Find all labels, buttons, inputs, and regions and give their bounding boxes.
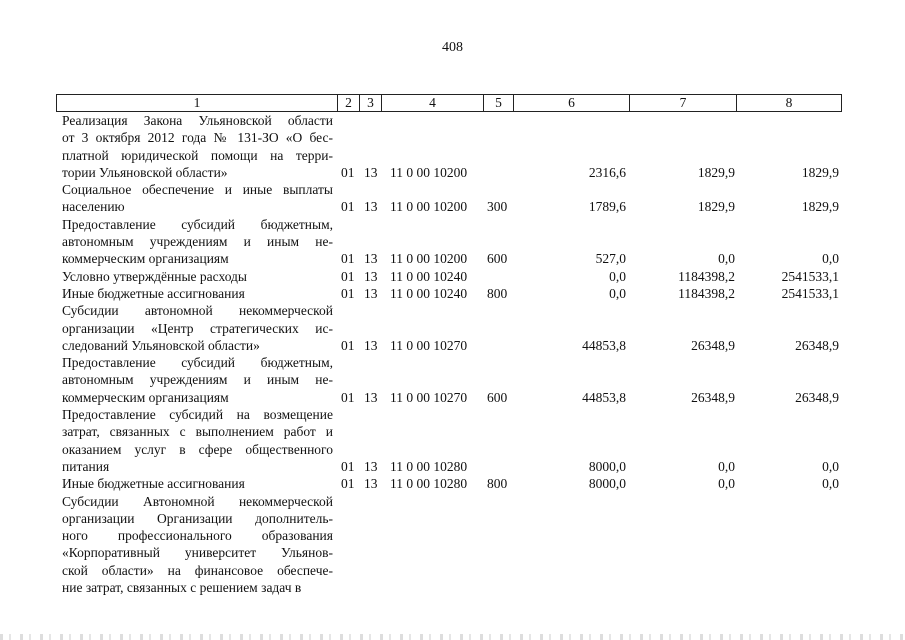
row-description [62,493,333,597]
cell-col-3: 13 [364,164,378,180]
cell-col-4: 11 0 00 10240 [390,268,468,284]
table-row [0,112,905,181]
description-line: Субсидии Автономной некоммерческой [62,493,333,509]
cell-col-4: 11 0 00 10270 [390,389,468,405]
cell-col-6: 44853,8 [582,337,626,353]
cell-col-8: 26348,9 [795,337,839,353]
cell-col-8: 1829,9 [801,199,839,215]
cell-col-5: 600 [487,389,508,405]
description-line: Реализация Закона Ульяновской области [62,113,333,128]
cell-col-2: 01 [341,286,355,301]
description-line: платной юридической помощи на терри- [62,147,333,163]
cell-col-5: 800 [487,476,508,492]
table-row [0,268,905,285]
cell-col-2: 01 [341,476,355,492]
cell-col-2: 01 [341,458,355,474]
description-line: Предоставление субсидий бюджетным, [62,355,333,371]
cell-col-8: 1829,9 [801,164,839,180]
cell-col-3: 13 [364,458,378,474]
cell-col-8: 0,0 [822,251,839,267]
description-line: Субсидии автономной некоммерческой [62,303,333,319]
description-line: затрат, связанных с выполнением работ и [62,424,333,440]
cell-col-2: 01 [341,199,355,215]
header-col-2: 2 [338,95,360,111]
cell-col-4: 11 0 00 10200 [390,164,468,180]
description-line: организации Организации дополнитель- [62,510,333,526]
header-col-1: 1 [57,95,338,111]
description-line: Иные бюджетные ассигнования [62,286,245,301]
cell-col-2: 01 [341,164,355,180]
cell-col-4: 11 0 00 10280 [390,476,468,492]
description-line: Предоставление субсидий на возмещение [62,407,333,423]
cell-col-2: 01 [341,337,355,353]
cell-col-5: 800 [487,286,508,301]
description-line: Предоставление субсидий бюджетным, [62,216,333,232]
cell-col-6: 44853,8 [582,389,626,405]
cell-col-8: 0,0 [822,476,839,492]
description-line: тории Ульяновской области» [62,164,228,180]
header-col-5: 5 [484,95,514,111]
cell-col-8: 0,0 [822,458,839,474]
table-row [0,493,905,597]
cell-col-6: 0,0 [609,268,626,284]
row-description [62,112,333,181]
header-col-7: 7 [630,95,737,111]
row-description [62,406,333,475]
cell-col-3: 13 [364,286,378,301]
cell-col-6: 2316,6 [588,164,626,180]
row-description [62,216,333,268]
cell-col-3: 13 [364,199,378,215]
cell-col-2: 01 [341,389,355,405]
cell-col-4: 11 0 00 10270 [390,337,468,353]
table-header [56,94,842,112]
description-line: ного профессионального образования [62,528,333,544]
table-row [0,354,905,406]
cell-col-6: 8000,0 [588,458,626,474]
table-row [0,475,905,492]
cell-col-3: 13 [364,476,378,492]
row-description [62,354,333,406]
cell-col-4: 11 0 00 10200 [390,199,468,215]
cell-col-7: 1184398,2 [678,268,735,284]
cell-col-3: 13 [364,389,378,405]
page-number: 408 [442,40,463,55]
cell-col-8: 2541533,1 [781,286,839,301]
description-line: автономным учреждениям и иным не- [62,234,333,250]
row-description [62,268,333,285]
cell-col-6: 8000,0 [588,476,626,492]
row-description [62,475,333,492]
cell-col-8: 26348,9 [795,389,839,405]
row-description [62,302,333,354]
cell-col-5: 300 [487,199,508,215]
cell-col-2: 01 [341,251,355,267]
description-line: ние затрат, связанных с решением задач в [62,580,302,596]
row-description [62,285,333,302]
cell-col-7: 0,0 [718,476,735,492]
cell-col-4: 11 0 00 10240 [390,286,468,301]
scan-artifact [0,634,905,640]
description-line: Иные бюджетные ассигнования [62,476,245,492]
description-line: следований Ульяновской области» [62,337,260,353]
cell-col-5: 600 [487,251,508,267]
description-line: «Корпоративный университет Ульянов- [62,545,333,561]
header-col-4: 4 [382,95,484,111]
header-col-3: 3 [360,95,382,111]
cell-col-6: 0,0 [609,286,626,301]
cell-col-6: 527,0 [595,251,626,267]
cell-col-3: 13 [364,337,378,353]
description-line: автономным учреждениям и иным не- [62,372,333,388]
table-row [0,181,905,216]
cell-col-8: 2541533,1 [781,268,839,284]
row-description [62,181,333,216]
cell-col-6: 1789,6 [588,199,626,215]
table-row [0,285,905,302]
description-line: коммерческим организациям [62,389,229,405]
description-line: Условно утверждённые расходы [62,268,247,284]
cell-col-7: 1184398,2 [678,286,735,301]
description-line: населению [62,199,125,215]
cell-col-2: 01 [341,268,355,284]
description-line: организации «Центр стратегических ис- [62,320,333,336]
description-line: Социальное обеспечение и иные выплаты [62,182,333,198]
cell-col-7: 1829,9 [697,199,735,215]
cell-col-7: 1829,9 [697,164,735,180]
cell-col-4: 11 0 00 10200 [390,251,468,267]
cell-col-7: 0,0 [718,458,735,474]
description-line: от 3 октября 2012 года № 131-ЗО «О бес- [62,130,333,146]
description-line: оказанием услуг в сфере общественного [62,441,333,457]
cell-col-4: 11 0 00 10280 [390,458,468,474]
table-row [0,216,905,268]
cell-col-7: 0,0 [718,251,735,267]
cell-col-7: 26348,9 [691,337,735,353]
cell-col-7: 26348,9 [691,389,735,405]
header-col-6: 6 [514,95,630,111]
table-row [0,302,905,354]
header-col-8: 8 [785,95,793,110]
description-line: коммерческим организациям [62,251,229,267]
cell-col-3: 13 [364,268,378,284]
description-line: питания [62,458,110,474]
description-line: ской области» на финансовое обеспече- [62,562,333,578]
cell-col-3: 13 [364,251,378,267]
table-row [0,406,905,475]
